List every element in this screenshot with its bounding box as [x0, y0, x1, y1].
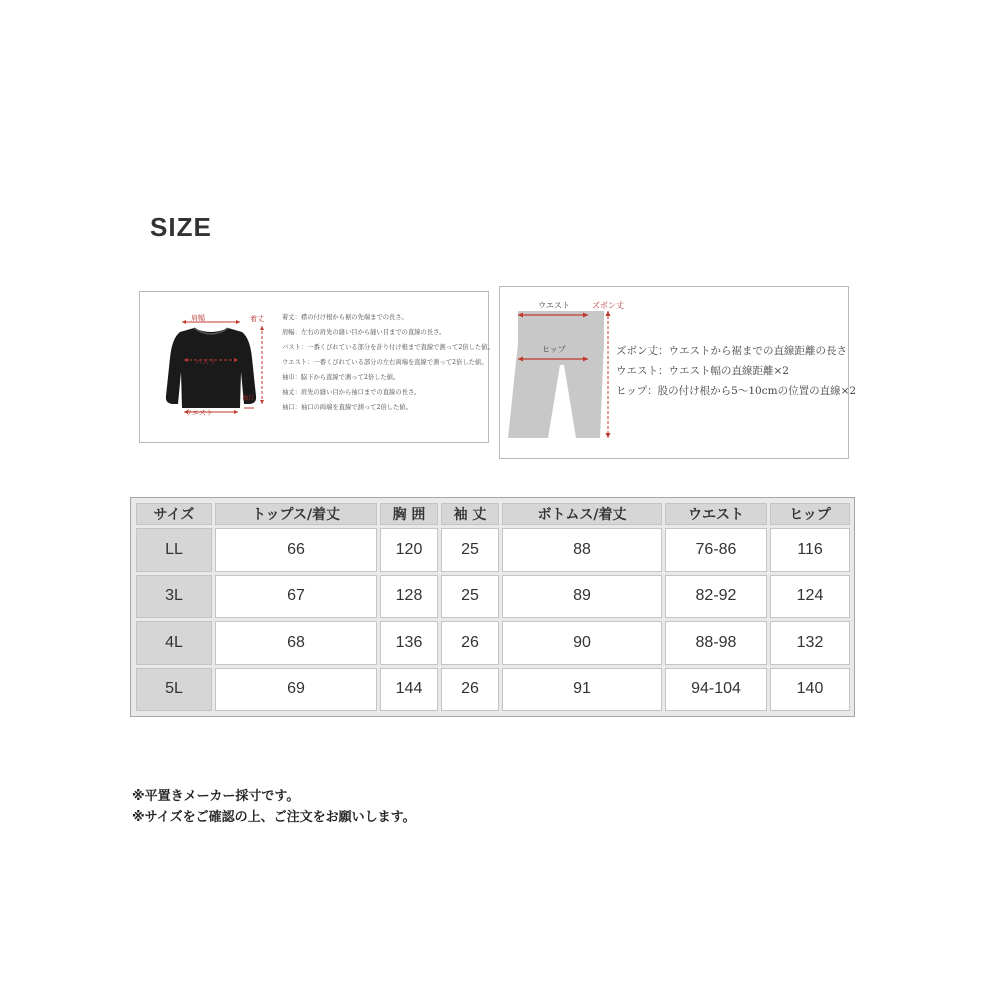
- table-cell: 69: [215, 668, 377, 712]
- table-cell: 132: [770, 621, 850, 665]
- tops-note: 袖巾：脇下から直線で測って2倍した値。: [282, 374, 400, 381]
- table-cell: 82-92: [665, 575, 767, 619]
- footnote: ※サイズをご確認の上、ご注文をお願いします。: [132, 810, 416, 825]
- footnote: ※平置きメーカー採寸です。: [132, 789, 300, 804]
- table-cell: 89: [502, 575, 662, 619]
- table-row: [136, 528, 850, 572]
- size-cell: 5L: [136, 668, 212, 712]
- hip-label: ヒップ: [542, 345, 566, 354]
- header-tops-length: トップス/着丈: [215, 503, 377, 525]
- page-title: SIZE: [150, 212, 212, 242]
- table-cell: 140: [770, 668, 850, 712]
- table-cell: 116: [770, 528, 850, 572]
- table-row: [136, 621, 850, 665]
- tops-measurement-notes: [282, 310, 494, 415]
- table-row: [136, 668, 850, 712]
- table-cell: 66: [215, 528, 377, 572]
- table-cell: 76-86: [665, 528, 767, 572]
- table-cell: 120: [380, 528, 438, 572]
- table-cell: 67: [215, 575, 377, 619]
- waist-label: ウエスト: [538, 301, 570, 310]
- bottoms-note: ウエスト：ウエスト幅の直線距離×2: [616, 365, 789, 377]
- header-sleeve: 袖 丈: [441, 503, 499, 525]
- tops-note: 袖口：袖口の両端を直線で測って2倍した値。: [282, 404, 412, 411]
- header-bottoms-length: ボトムス/着丈: [502, 503, 662, 525]
- table-cell: 88: [502, 528, 662, 572]
- table-cell: 26: [441, 668, 499, 712]
- table-cell: 90: [502, 621, 662, 665]
- table-cell: 136: [380, 621, 438, 665]
- tops-note: 袖丈：肩先の縫い目から袖口までの直線の長さ。: [282, 389, 421, 396]
- shoulder-label: 肩幅: [191, 314, 205, 322]
- tops-note: 肩幅：左右の肩先の縫い目から縫い目までの直線の長さ。: [282, 329, 446, 336]
- header-waist: ウエスト: [665, 503, 767, 525]
- length-label: ズボン丈: [592, 301, 624, 310]
- tops-note: 着丈：襟の付け根から裾の先端までの長さ。: [282, 314, 408, 321]
- waist-label: ウエスト: [185, 409, 213, 417]
- bottoms-measurement-notes: [616, 341, 856, 401]
- size-cell: 4L: [136, 621, 212, 665]
- table-cell: 26: [441, 621, 499, 665]
- cuff-label: 袖口: [242, 395, 255, 402]
- table-cell: 94-104: [665, 668, 767, 712]
- table-cell: 25: [441, 575, 499, 619]
- header-hip: ヒップ: [770, 503, 850, 525]
- tops-note: ウエスト：一番くびれている部分の左右両端を直線で測って2倍した値。: [282, 359, 488, 366]
- table-cell: 128: [380, 575, 438, 619]
- size-cell: 3L: [136, 575, 212, 619]
- bottoms-note: ヒップ：股の付け根から5〜10cmの位置の直線×2: [616, 385, 857, 397]
- tops-diagram-panel: [139, 291, 494, 443]
- table-cell: 144: [380, 668, 438, 712]
- table-cell: 25: [441, 528, 499, 572]
- size-cell: LL: [136, 528, 212, 572]
- pants-illustration: [504, 293, 619, 453]
- table-cell: 68: [215, 621, 377, 665]
- tops-note: バスト：一番くびれている部分を計り付け根まで直線で測って2倍した値。: [282, 344, 494, 351]
- table-header-row: [136, 503, 850, 525]
- length-label: 着丈: [250, 315, 264, 323]
- bust-label: バスト: [195, 358, 216, 366]
- size-table: [130, 497, 855, 717]
- table-cell: 124: [770, 575, 850, 619]
- table-cell: 91: [502, 668, 662, 712]
- header-size: サイズ: [136, 503, 212, 525]
- header-chest: 胸 囲: [380, 503, 438, 525]
- footnotes: [132, 786, 416, 828]
- bottoms-diagram-panel: [499, 286, 857, 459]
- bottoms-note: ズボン丈：ウエストから裾までの直線距離の長さ: [616, 345, 847, 357]
- table-cell: 88-98: [665, 621, 767, 665]
- table-row: [136, 575, 850, 619]
